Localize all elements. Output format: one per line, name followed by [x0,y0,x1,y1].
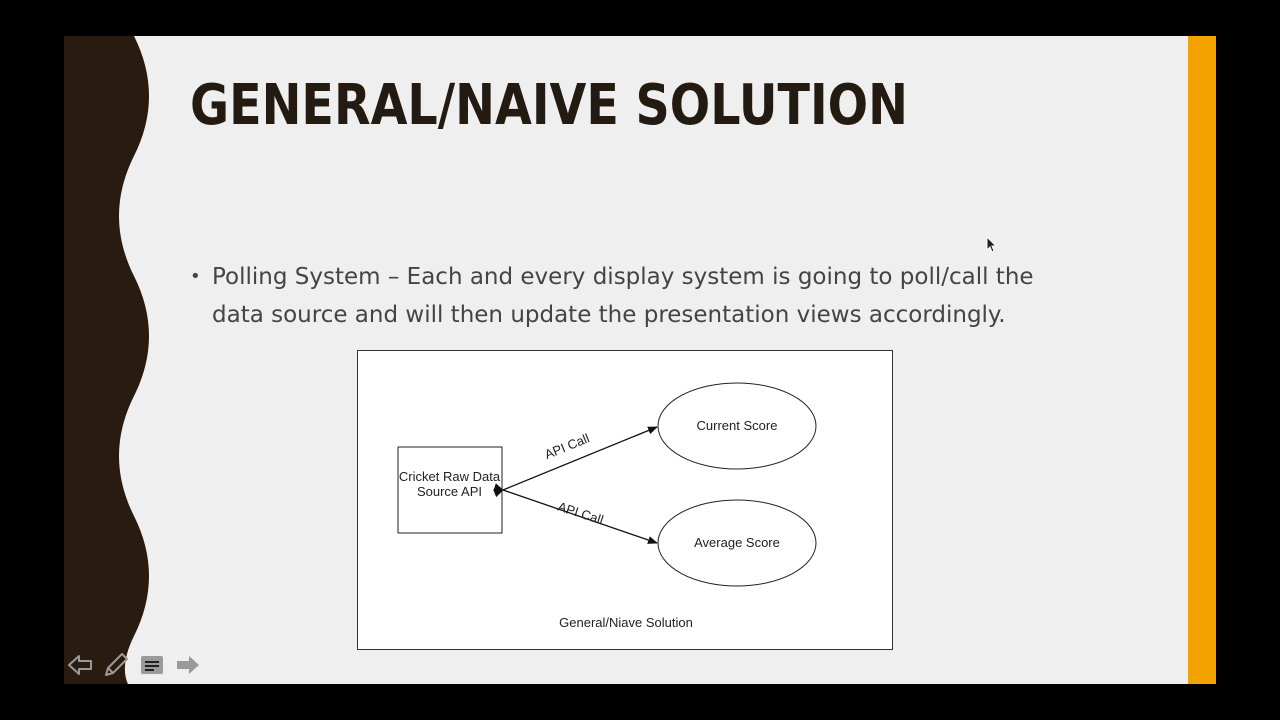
source-box-label: Cricket Raw Data Source API [398,469,501,499]
notes-icon[interactable] [138,650,166,680]
current-score-node-label: Current Score [696,418,778,433]
back-arrow-icon[interactable] [66,650,94,680]
slideshow-controls [66,650,202,680]
bullet-text: Polling System – Each and every display system is going to poll/call the data source and will then update the presentation views accordingly. [212,264,1034,328]
slide-title: GENERAL/NAIVE SOLUTION [190,73,908,138]
edge-label-api-call-lower: API Call [556,498,606,528]
accent-bar [1188,36,1216,684]
diagram-caption: General/Niave Solution [559,615,693,630]
forward-arrow-icon[interactable] [174,650,202,680]
diagram-canvas [358,351,894,651]
diagram-figure [357,350,893,650]
mouse-cursor-icon [986,236,998,254]
bullet-marker: • [190,266,201,287]
slide [64,36,1216,684]
bullet-item [190,258,1090,334]
pen-icon[interactable] [102,650,130,680]
left-wave-band [64,36,164,684]
average-score-node-label: Average Score [694,535,780,550]
edge-label-api-call-upper: API Call [542,430,592,462]
